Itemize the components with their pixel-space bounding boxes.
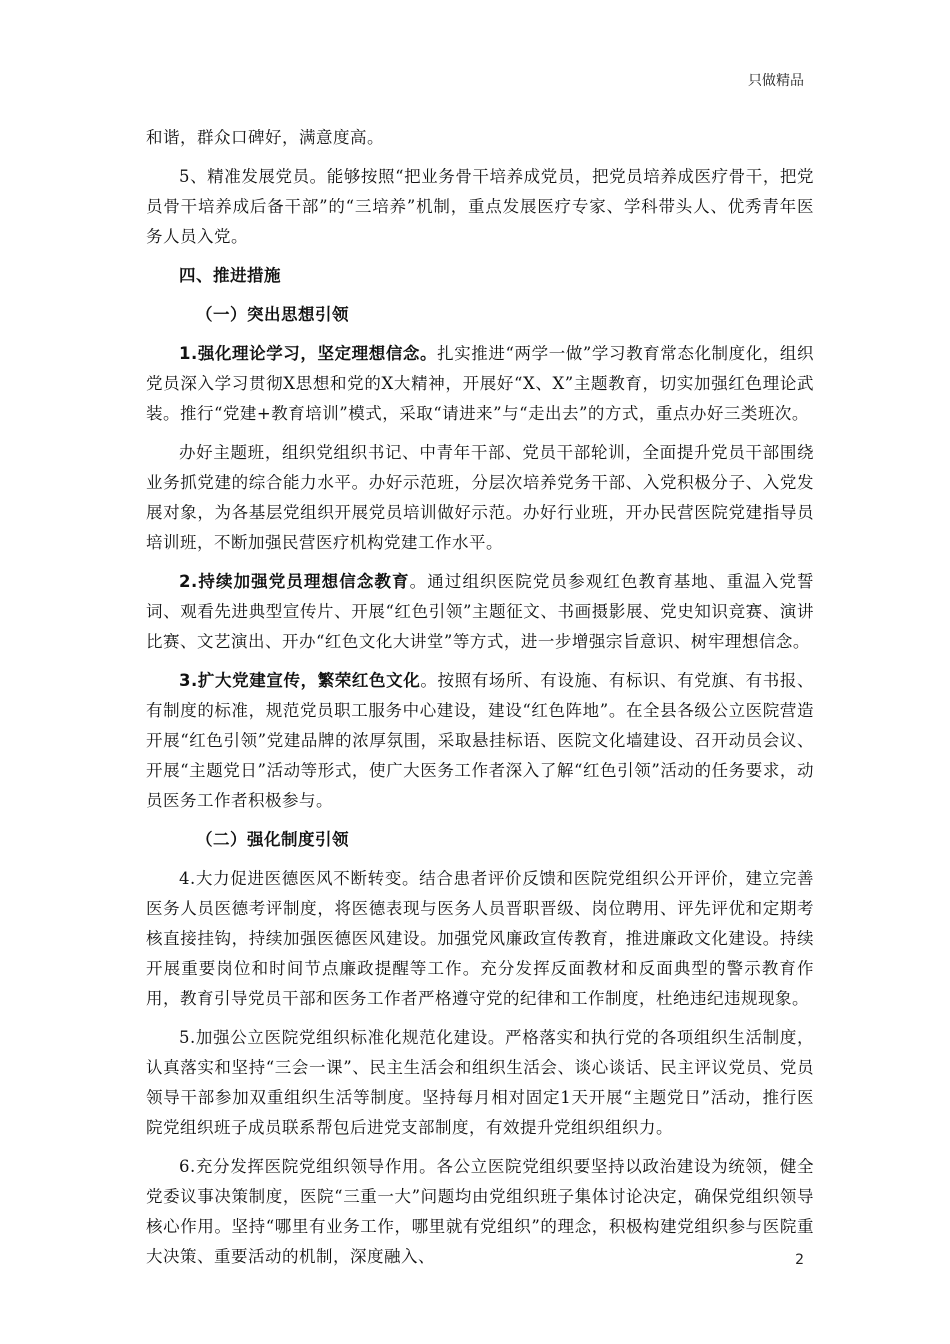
paragraph-body: 扎实推进“两学一做”学习教育常态化制度化，组织党员深入学习贯彻X思想和党的X大精神，开展好“X、X”主题教育，切实加强红色理论武装。推行“党建+教育培训”模式，采取“请进来”与“走出去”的方式，重点办好三类班次。	[146, 344, 815, 423]
section-heading-measures: 四、推进措施	[179, 266, 281, 285]
paragraph-measure-5: 5.加强公立医院党组织标准化规范化建设。严格落实和执行党的各项组织生活制度，认真落实和坚持“三会一课”、民主生活会和组织生活会、谈心谈话、民主评议党员、党员领导干部参加双重组织生活等制度。坚持每月相对固定1天开展“主题党日”活动，推行医院党组织班子成员联系帮包后进党支部制度，有效提升党组织组织力。	[146, 1028, 814, 1137]
paragraph-measure-6: 6.充分发挥医院党组织领导作用。各公立医院党组织要坚持以政治建设为统领，健全党委议事决策制度，医院“三重一大”问题均由党组织班子集体讨论决定，确保党组织领导核心作用。坚持“哪里有业务工作，哪里就有党组织”的理念，积极构建党组织参与医院重大决策、重要活动的机制，深度融入、	[146, 1157, 814, 1266]
paragraph-measure-3	[146, 666, 814, 816]
paragraph-measure-2	[146, 567, 814, 657]
document-body	[146, 123, 814, 1281]
paragraph-body: 。通过组织医院党员参观红色教育基地、重温入党誓词、观看先进典型宣传片、开展“红色引领”主题征文、书画摄影展、党史知识竞赛、演讲比赛、文艺演出、开办“红色文化大讲堂”等方式，进一步增强宗旨意识、树牢理想信念。	[146, 572, 815, 651]
header-text: 只做精品	[748, 73, 804, 89]
paragraph-item-5: 5、精准发展党员。能够按照“把业务骨干培养成党员，把党员培养成医疗骨干，把党员骨干培养成后备干部”的“三培养”机制，重点发展医疗专家、学科带头人、优秀青年医务人员入党。	[146, 167, 814, 246]
paragraph-continuation: 和谐，群众口碑好，满意度高。	[146, 128, 384, 147]
subsection-heading-system: （二）强化制度引领	[196, 830, 349, 849]
paragraph-lead: 1.强化理论学习，坚定理想信念。	[179, 344, 438, 363]
paragraph-measure-1	[146, 339, 814, 429]
paragraph-classes: 办好主题班，组织党组织书记、中青年干部、党员干部轮训，全面提升党员干部围绕业务抓党建的综合能力水平。办好示范班，分层次培养党务干部、入党积极分子、入党发展对象，为各基层党组织开展党员培训做好示范。办好行业班，开办民营医院党建指导员培训班，不断加强民营医疗机构党建工作水平。	[146, 443, 814, 552]
paragraph-measure-4: 4.大力促进医德医风不断转变。结合患者评价反馈和医院党组织公开评价，建立完善医务人员医德考评制度，将医德表现与医务人员晋职晋级、岗位聘用、评先评优和定期考核直接挂钩，持续加强医德医风建设。加强党风廉政宣传教育，推进廉政文化建设。持续开展重要岗位和时间节点廉政提醒等工作。充分发挥反面教材和反面典型的警示教育作用，教育引导党员干部和医务工作者严格遵守党的纪律和工作制度，杜绝违纪违规现象。	[146, 869, 814, 1008]
paragraph-body: 。按照有场所、有设施、有标识、有党旗、有书报、有制度的标准，规范党员职工服务中心建设，建设“红色阵地”。在全县各级公立医院营造开展“红色引领”党建品牌的浓厚氛围，采取悬挂标语、医院文化墙建设、召开动员会议、开展“主题党日”活动等形式，使广大医务工作者深入了解“红色引领”活动的任务要求，动员医务工作者积极参与。	[146, 671, 815, 810]
subsection-heading-thought: （一）突出思想引领	[196, 305, 349, 324]
page-number: 2	[795, 1252, 804, 1268]
paragraph-lead: 3.扩大党建宣传，繁荣红色文化	[179, 671, 421, 690]
paragraph-lead: 2.持续加强党员理想信念教育	[179, 572, 410, 591]
